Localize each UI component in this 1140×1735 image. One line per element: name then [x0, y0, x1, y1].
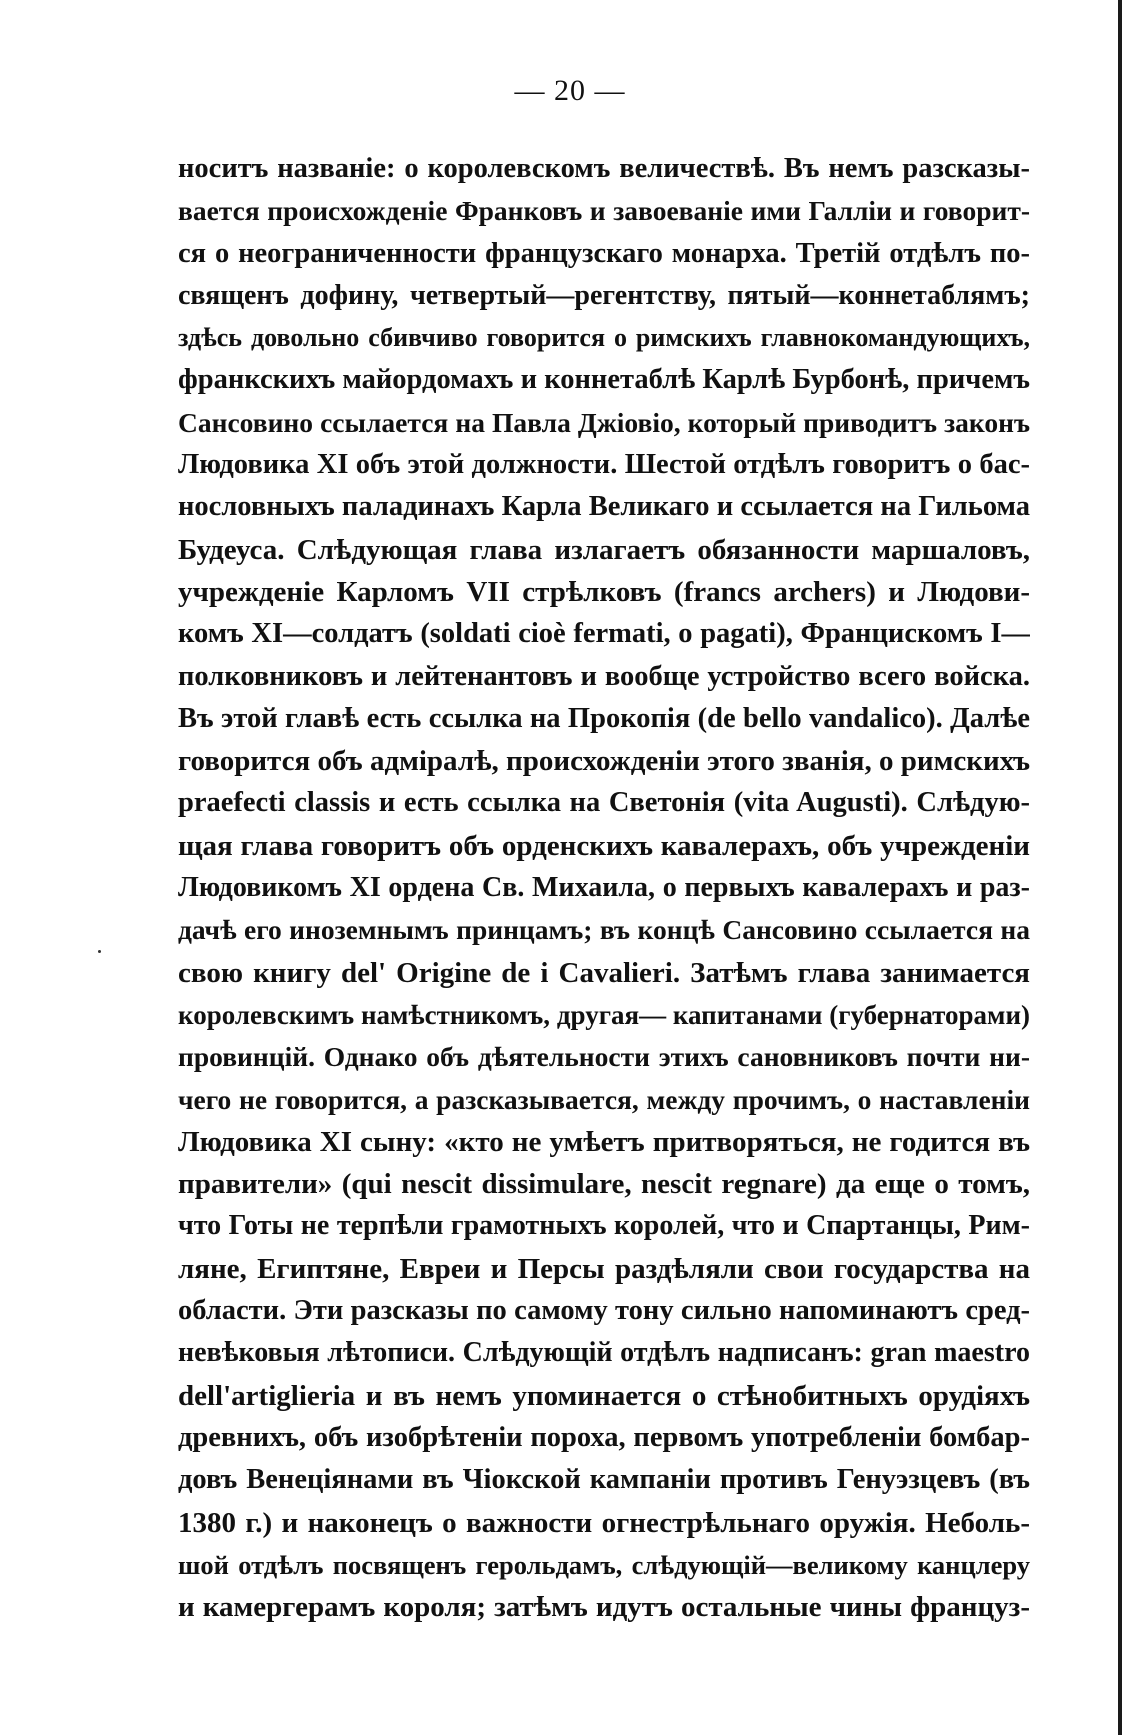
text-line: Будеуса. Слѣдующая глава излагаетъ обязанности маршаловъ, — [178, 533, 1030, 566]
text-line: 1380 г.) и наконецъ о важности огнестрѣльнаго оружія. Неболь- — [178, 1506, 1030, 1539]
text-line: и камергерамъ короля; затѣмъ идутъ остальные чины француз- — [178, 1591, 1030, 1624]
text-line: ляне, Египтяне, Евреи и Персы раздѣляли свои государства на — [178, 1252, 1030, 1285]
text-line: praefecti classis и есть ссылка на Светонія (vita Augusti). Слѣдую- — [178, 787, 1030, 819]
text-line: ся о неограниченности французскаго монарха. Третій отдѣлъ по- — [178, 237, 1030, 269]
text-line: вается происхожденіе Франковъ и завоеваніе ими Галліи и говорит- — [178, 195, 1030, 227]
text-line: правители» (qui nescit dissimulare, nescit regnare) да еще о томъ, — [178, 1168, 1030, 1201]
text-line: Людовикомъ XI ордена Св. Михаила, о первыхъ кавалерахъ и раз- — [178, 872, 1030, 904]
text-line: свою книгу del' Origine de i Cavalieri. Затѣмъ глава занимается — [178, 956, 1030, 989]
text-line: комъ XI—солдатъ (soldati cioè fermati, o pagati), Францискомъ I— — [178, 618, 1030, 650]
text-line: области. Эти разсказы по самому тону сильно напоминаютъ сред- — [178, 1295, 1030, 1327]
text-line: франкскихъ майордомахъ и коннетаблѣ Карлѣ Бурбонѣ, причемъ — [178, 364, 1030, 396]
text-line: здѣсь довольно сбивчиво говорится о римскихъ главнокомандующихъ, — [178, 323, 1030, 353]
text-line: что Готы не терпѣли грамотныхъ королей, что и Спартанцы, Рим- — [178, 1210, 1030, 1242]
text-line: Въ этой главѣ есть ссылка на Прокопія (de bello vandalico). Далѣе — [178, 702, 1030, 734]
text-line: щая глава говоритъ объ орденскихъ кавалерахъ, объ учрежденіи — [178, 829, 1030, 862]
text-line: королевскимъ намѣстникомъ, другая— капитанами (губернаторами) — [178, 999, 1030, 1030]
text-line: говорится объ адміралѣ, происхожденіи этого званія, о римскихъ — [178, 745, 1030, 778]
text-line: носитъ названіе: о королевскомъ величествѣ. Въ немъ разсказы- — [178, 153, 1030, 184]
body-text — [178, 148, 1030, 1628]
text-line: учрежденіе Карломъ VII стрѣлковъ (francs archers) и Людови- — [178, 575, 1030, 608]
page-edge-line — [1118, 0, 1122, 1735]
text-line: невѣковыя лѣтописи. Слѣдующій отдѣлъ надписанъ: gran maestro — [178, 1337, 1030, 1369]
text-line: нословныхъ паладинахъ Карла Великаго и ссылается на Гильома — [178, 491, 1030, 523]
text-line: Людовика XI сыну: «кто не умѣетъ притворяться, не годится въ — [178, 1125, 1030, 1158]
text-line: довъ Венеціянами въ Чіокской кампаніи противъ Генуэзцевъ (въ — [178, 1464, 1030, 1496]
text-line: полковниковъ и лейтенантовъ и вообще устройство всего войска. — [178, 660, 1030, 692]
text-line: Сансовино ссылается на Павла Джіовіо, который приводитъ законъ — [178, 406, 1030, 438]
ink-speck — [98, 950, 101, 953]
page-number: — 20 — — [514, 74, 626, 107]
text-line: чего не говорится, а разсказывается, между прочимъ, о наставленіи — [178, 1083, 1030, 1115]
text-line: древнихъ, объ изобрѣтеніи пороха, первомъ употребленіи бомбар- — [178, 1421, 1030, 1453]
text-line: Людовика XI объ этой должности. Шестой отдѣлъ говоритъ о бас- — [178, 449, 1030, 481]
text-line: провинцій. Однако объ дѣятельности этихъ сановниковъ почти ни- — [178, 1041, 1030, 1073]
text-line: священъ дофину, четвертый—регентству, пятый—коннетаблямъ; — [178, 279, 1030, 311]
text-line: дачѣ его иноземнымъ принцамъ; въ концѣ Сансовино ссылается на — [178, 914, 1030, 946]
text-line: dell'artiglieria и въ немъ упоминается о стѣнобитныхъ орудіяхъ — [178, 1379, 1030, 1412]
text-line: шой отдѣлъ посвященъ герольдамъ, слѣдующій—великому канцлеру — [178, 1549, 1030, 1580]
